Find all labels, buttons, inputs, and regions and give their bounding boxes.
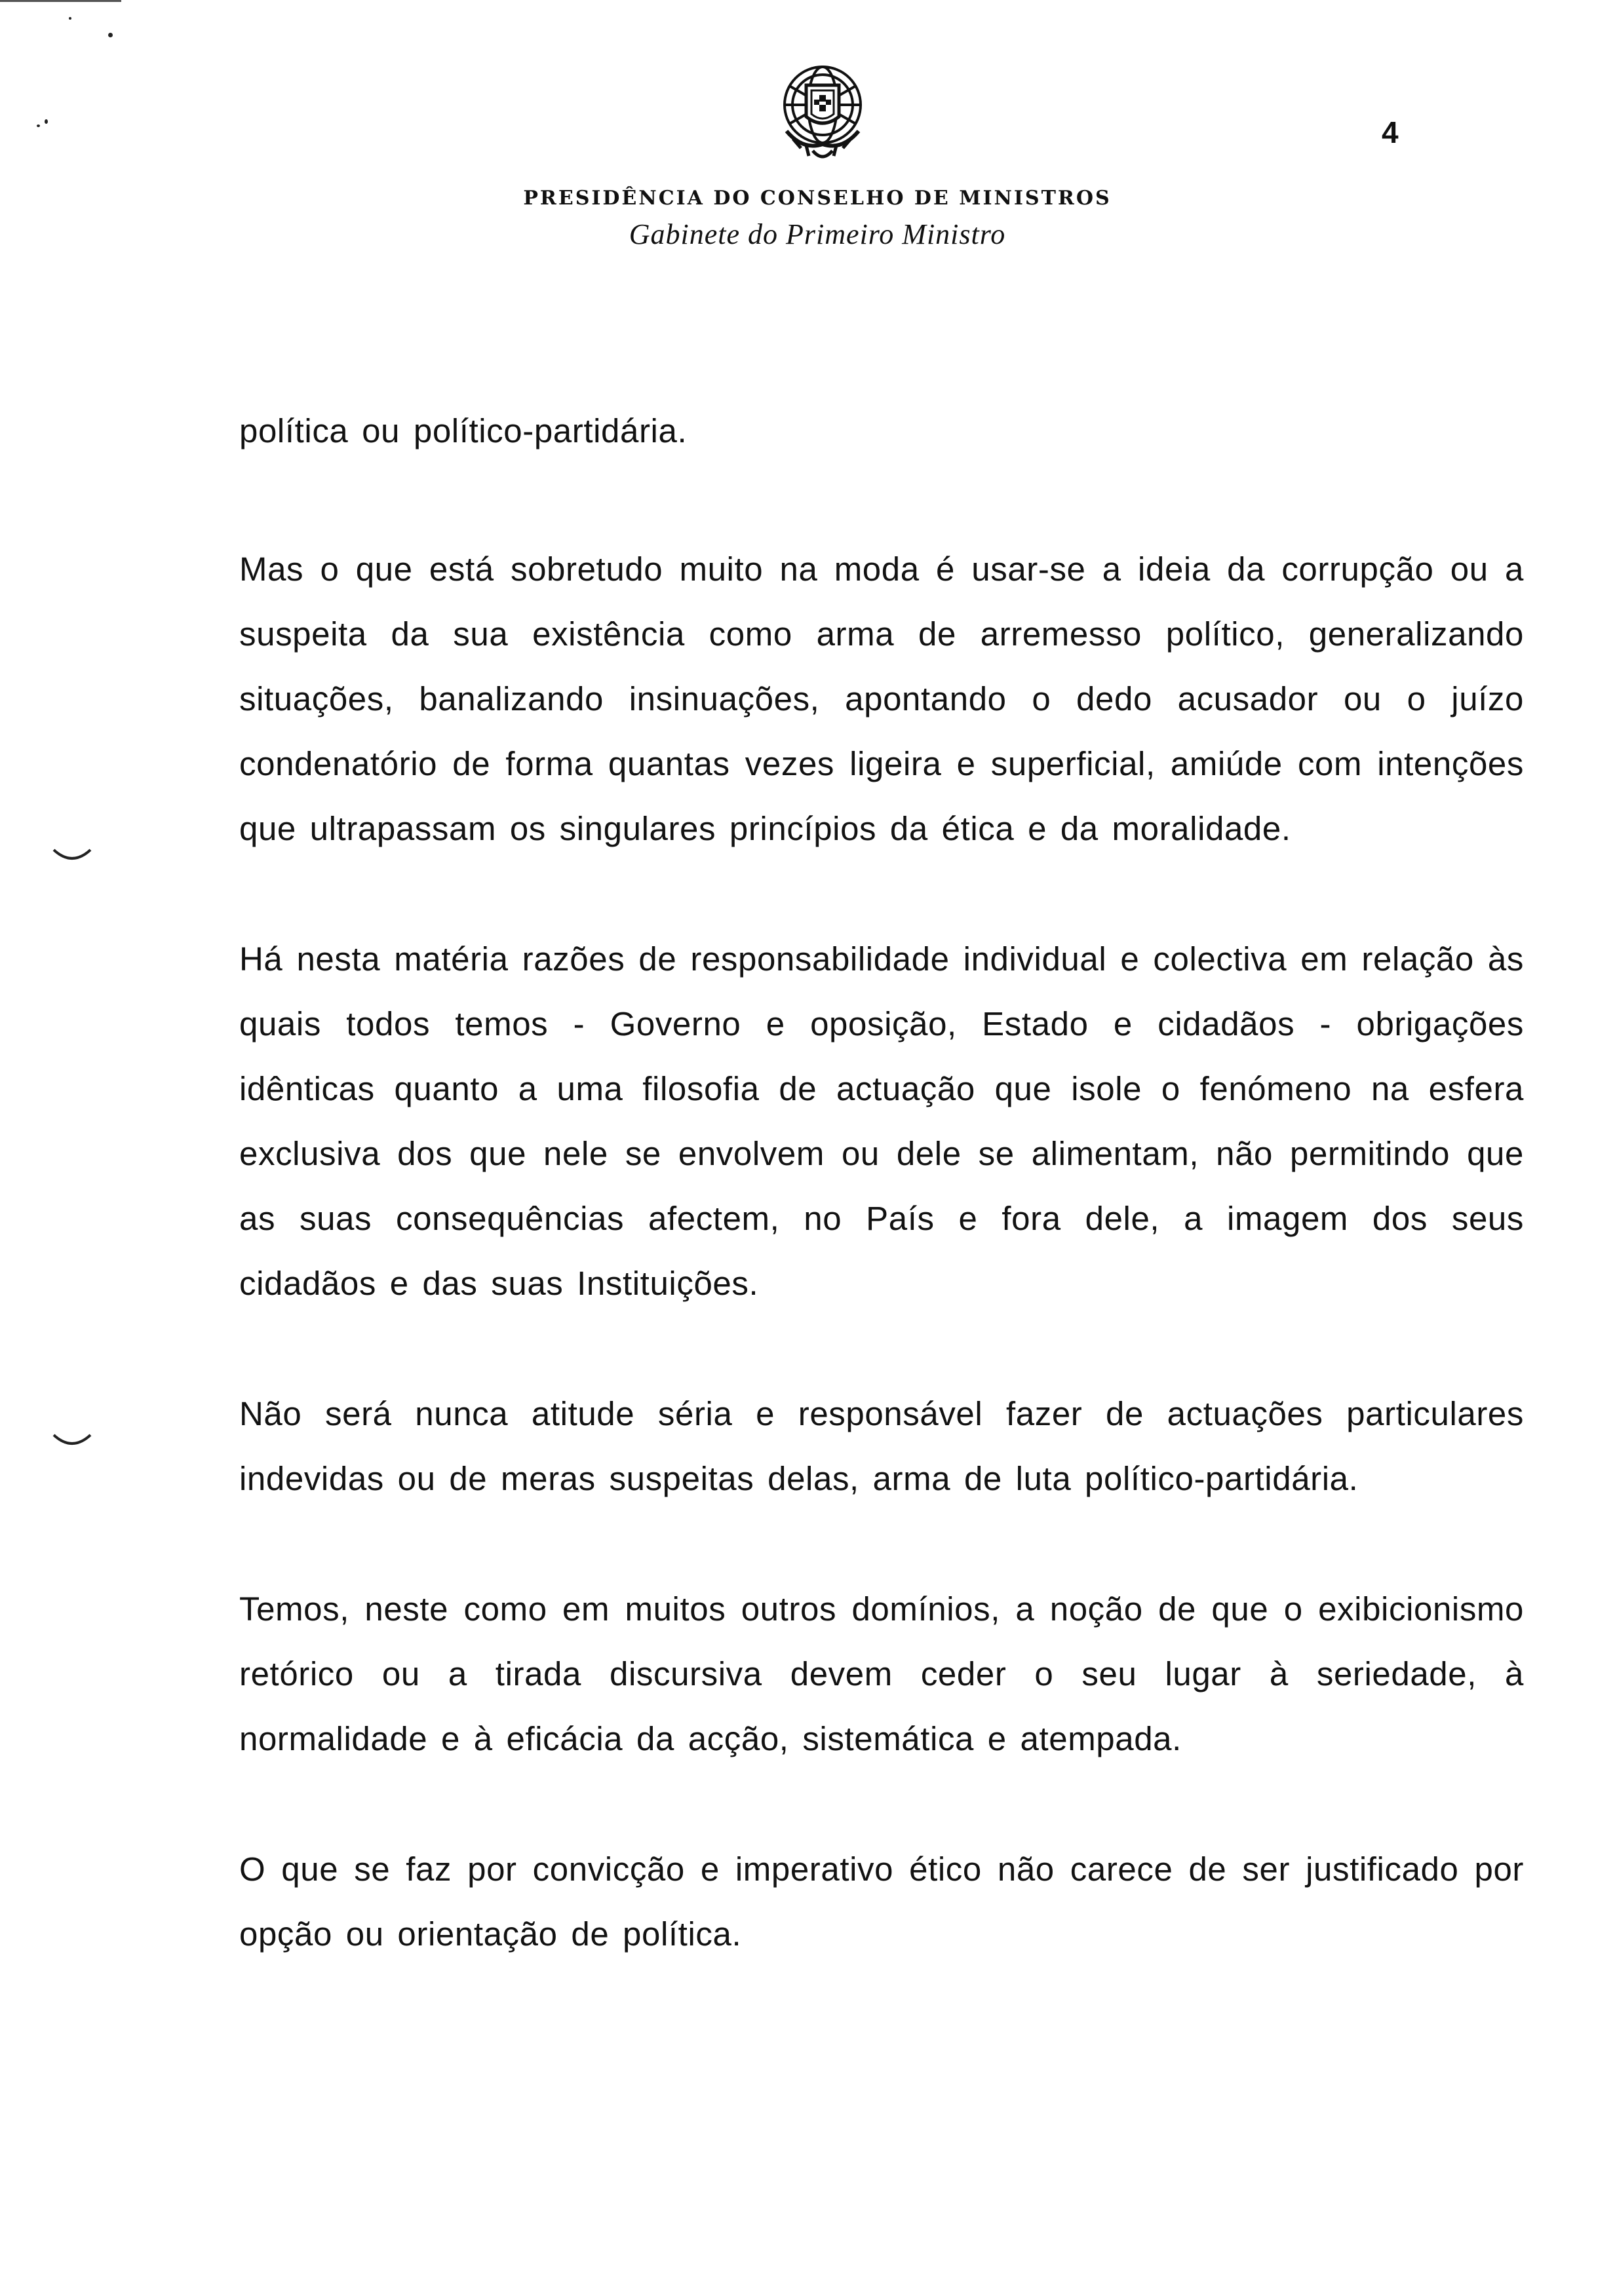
paragraph: Mas o que está sobretudo muito na moda é usar-se a ideia da corrupção ou a suspeita da sua existência como arma de arremesso político, generalizando situações, banalizando insinuações, apontando o dedo acusador ou o juízo condenatório de forma quantas vezes ligeira e superficial, amiúde com intenções que ultrapassam os singulares princípios da ética e da moralidade. <box>239 550 1524 847</box>
scan-edge-line <box>0 0 121 2</box>
paragraph: Temos, neste como em muitos outros domínios, a noção de que o exibicionismo retórico ou a tirada discursiva devem ceder o seu lugar à seriedade, à normalidade e à eficácia da acção, sistemática e atempada. <box>239 1590 1524 1757</box>
document-body <box>239 398 1524 2032</box>
margin-mark <box>52 847 92 863</box>
office-name: Gabinete do Primeiro Ministro <box>629 218 1006 250</box>
margin-mark <box>52 1432 92 1448</box>
scan-speck <box>69 17 71 20</box>
page-number: 4 <box>1382 115 1399 149</box>
scan-speck <box>108 33 113 37</box>
letterhead <box>0 52 1615 275</box>
paragraph: política ou político-partidária. <box>239 412 688 450</box>
paragraph: O que se faz por convicção e imperativo ético não carece de ser justificado por opção ou orientação de política. <box>239 1850 1524 1953</box>
institution-name: PRESIDÊNCIA DO CONSELHO DE MINISTROS <box>523 187 1112 210</box>
paragraph: Há nesta matéria razões de responsabilidade individual e colectiva em relação às quais todos temos - Governo e oposição, Estado e cidadãos - obrigações idênticas quanto a uma filosofia de actuação que isole o fenómeno na esfera exclusiva dos que nele se envolvem ou dele se alimentam, não permitindo que as suas consequências afectem, no País e fora dele, a imagem dos seus cidadãos e das suas Instituições. <box>239 940 1524 1302</box>
paragraph: Não será nunca atitude séria e responsável fazer de actuações particulares indevidas ou de meras suspeitas delas, arma de luta político-partidária. <box>239 1395 1524 1497</box>
portuguese-coat-of-arms-icon <box>767 59 878 170</box>
